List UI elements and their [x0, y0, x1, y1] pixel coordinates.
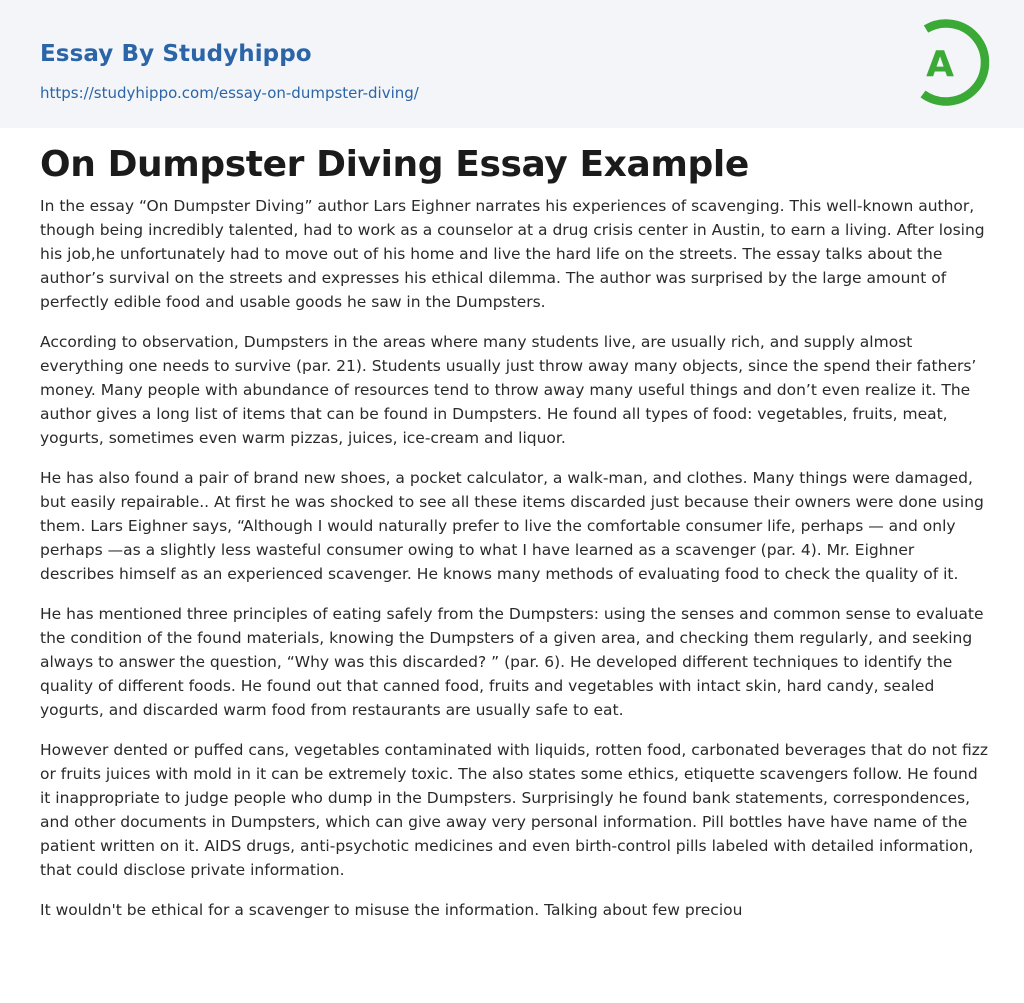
site-header: [0, 0, 1024, 128]
article-paragraph: However dented or puffed cans, vegetables contaminated with liquids, rotten food, carbonated beverages that do not fizz or fruits juices with mold in it can be extremely toxic. The also states some ethics, etiquette scavengers follow. He found it inappropriate to judge people who dump in the Dumpsters. Surprisingly he found bank statements, correspondences, and other documents in Dumpsters, which can give away very personal information. Pill bottles have have name of the patient written on it. AIDS drugs, anti-psychotic medicines and even birth-control pills labeled with detailed information, that could disclose private information.: [40, 741, 988, 879]
article-paragraph: According to observation, Dumpsters in the areas where many students live, are usually rich, and supply almost everything one needs to survive (par. 21). Students usually just throw away many objects, since the spend their fathers’ money. Many people with abundance of resources tend to throw away many useful things and don’t even realize it. The author gives a long list of items that can be found in Dumpsters. He found all types of food: vegetables, fruits, meat, yogurts, sometimes even warm pizzas, juices, ice-cream and liquor.: [40, 333, 977, 447]
article-paragraph: It wouldn't be ethical for a scavenger to misuse the information. Talking about few preciou: [40, 901, 743, 919]
site-brand[interactable]: Essay By Studyhippo: [40, 41, 312, 67]
studyhippo-logo-icon[interactable]: [906, 16, 992, 108]
article-paragraph: He has mentioned three principles of eating safely from the Dumpsters: using the senses and common sense to evaluate the condition of the found materials, knowing the Dumpsters of a given area, and checking them regularly, and seeking always to answer the question, “Why was this discarded? ” (par. 6). He developed different techniques to identify the quality of different foods. He found out that canned food, fruits and vegetables with intact skin, hard candy, sealed yogurts, and discarded warm food from restaurants are usually safe to eat.: [40, 605, 984, 719]
article-paragraph: He has also found a pair of brand new shoes, a pocket calculator, a walk-man, and clothes. Many things were damaged, but easily repairable.. At first he was shocked to see all these items discarded just because their owners were done using them. Lars Eighner says, “Although I would naturally prefer to live the comfortable consumer life, perhaps — and only perhaps —as a slightly less wasteful consumer owing to what I have learned as a scavenger (par. 4). Mr. Eighner describes himself as an experienced scavenger. He knows many methods of evaluating food to check the quality of it.: [40, 469, 984, 583]
article-paragraph: In the essay “On Dumpster Diving” author Lars Eighner narrates his experiences of scavenging. This well-known author, though being incredibly talented, had to work as a counselor at a drug crisis center in Austin, to earn a living. After losing his job,he unfortunately had to move out of his home and live the hard life on the streets. The essay talks about the author’s survival on the streets and expresses his ethical dilemma. The author was surprised by the large amount of perfectly edible food and usable goods he saw in the Dumpsters.: [40, 197, 985, 311]
article-body: [40, 194, 988, 938]
article-title: On Dumpster Diving Essay Example: [40, 144, 749, 185]
page-url-link[interactable]: https://studyhippo.com/essay-on-dumpster-diving/: [40, 84, 419, 102]
logo-letter: A: [926, 44, 954, 85]
